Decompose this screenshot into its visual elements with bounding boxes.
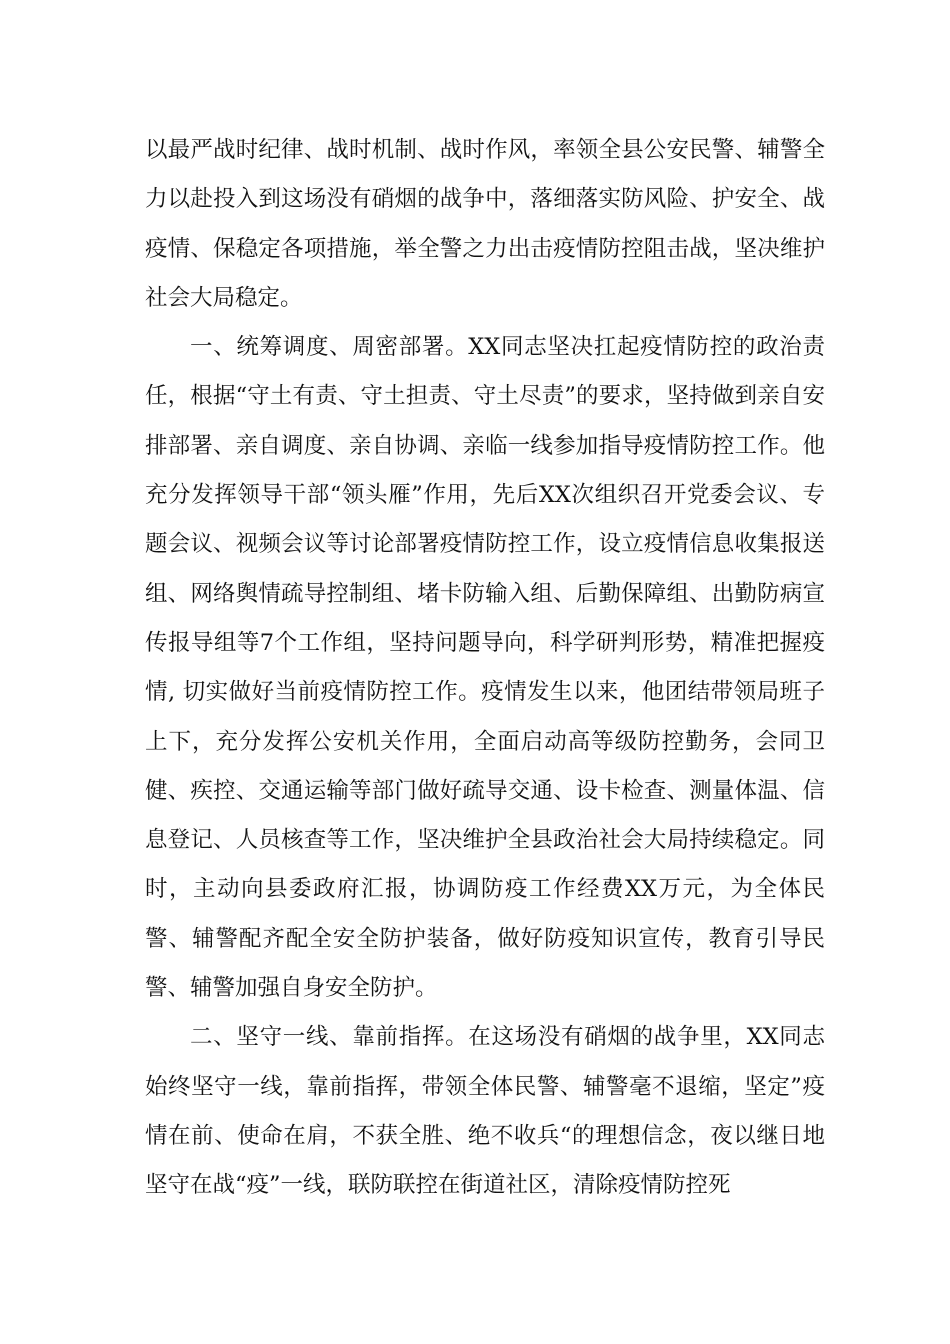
paragraph-section-one: 一、统筹调度、周密部署。XX同志坚决扛起疫情防控的政治责任，根据“守土有责、守土担责、守土尽责”的要求，坚持做到亲自安排部署、亲自调度、亲自协调、亲临一线参加指导疫情防控工作。他充分发挥领导干部“领头雁”作用，先后XX次组织召开党委会议、专题会议、视频会议等讨论部署疫情防控工作，设立疫情信息收集报送组、网络舆情疏导控制组、堵卡防输入组、后勤保障组、出勤防病宣传报导组等7个工作组，坚持问题导向，科学研判形势，精准把握疫情, 切实做好当前疫情防控工作。疫情发生以来，他团结带领局班子上下，充分发挥公安机关作用，全面启动高等级防控勤务，会同卫健、疾控、交通运输等部门做好疏导交通、设卡检查、测量体温、信息登记、人员核查等工作，坚决维护全县政治社会大局持续稳定。同时，主动向县委政府汇报，协调防疫工作经费XX万元，为全体民警、辅警配齐配全安全防护装备，做好防疫知识宣传，教育引导民警、辅警加强自身安全防护。 <box>145 334 825 1002</box>
paragraph-continuation: 以最严战时纪律、战时机制、战时作风，率领全县公安民警、辅警全力以赴投入到这场没有硝烟的战争中，落细落实防风险、护安全、战疫情、保稳定各项措施，举全警之力出击疫情防控阻击战，坚决维护社会大局稳定。 <box>145 137 825 311</box>
document-body <box>145 126 825 1211</box>
paragraph-section-two: 二、坚守一线、靠前指挥。在这场没有硝烟的战争里，XX同志始终坚守一线，靠前指挥，带领全体民警、辅警毫不退缩，坚定”疫情在前、使命在肩，不获全胜、绝不收兵“的理想信念，夜以继日地坚守在战“疫”一线，联防联控在街道社区，清除疫情防控死 <box>145 1024 825 1199</box>
